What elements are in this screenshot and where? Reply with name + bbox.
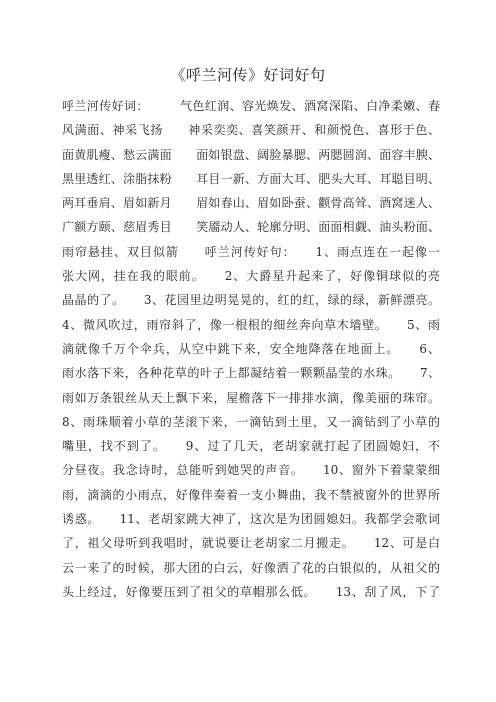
text-line: 云一来了的时候，那大团的白云，好像洒了花的白银似的，从祖父的 xyxy=(62,560,440,575)
text-line: 8、雨珠顺着小草的茎滚下来，一滴钻到土里，又一滴钻到了小草的 xyxy=(62,414,440,429)
text-line: 风满面、神采飞扬 神采奕奕、喜笑颜开、和颜悦色、喜形于色、 xyxy=(62,123,440,138)
text-line: 头上经过，好像要压到了祖父的草帽那么低。 13、刮了风，下了 xyxy=(62,584,440,599)
text-line: 黑里透红、涂脂抹粉 耳目一新、方面大耳、肥头大耳、耳聪目明、 xyxy=(62,171,440,186)
text-line: 诱惑。 11、老胡家跳大神了，这次是为团圆媳妇。我都学会歌词 xyxy=(62,512,440,527)
text-line: 4、微风吹过，雨帘斜了，像一根根的细丝奔向草木墙壁。 5、雨 xyxy=(62,317,440,332)
text-line: 雨如万条银丝从天上飘下来，屋檐落下一排排水滴，像美丽的珠帘。 xyxy=(62,390,440,405)
text-line: 雨水落下来，各种花草的叶子上都凝结着一颗颗晶莹的水珠。 7、 xyxy=(62,366,440,381)
text-line: 滴就像千万个伞兵，从空中跳下来，安全地降落在地面上。 6、 xyxy=(62,341,440,356)
text-line: 了，祖父母听到我唱时，就说要让老胡家二月搬走。 12、可是白 xyxy=(62,536,440,551)
text-line: 面黄肌瘦、愁云满面 面如银盘、阔脸暴腮、两腮圆润、面容丰腴、 xyxy=(62,147,440,162)
text-line: 两耳垂肩、眉如新月 眉如春山、眉如卧蚕、颧骨高耸、酒窝迷人、 xyxy=(62,196,440,211)
text-line: 雨，滴滴的小雨点，好像伴奏着一支小舞曲，我不禁被窗外的世界所 xyxy=(62,487,440,502)
text-line: 分昼夜。我念诗时，总能听到她哭的声音。 10、窗外下着蒙蒙细 xyxy=(62,463,440,478)
text-line: 晶晶的了。 3、花园里边明晃晃的，红的红，绿的绿，新鲜漂亮。 xyxy=(62,293,440,308)
text-line: 张大网，挂在我的眼前。 2、大爵星升起来了，好像铜球似的亮 xyxy=(62,269,440,284)
text-line: 嘴里，找不到了。 9、过了几天，老胡家就打起了团圆媳妇，不 xyxy=(62,439,440,454)
text-line: 呼兰河传好词： 气色红润、容光焕发、酒窝深陷、白净柔嫩、春 xyxy=(62,99,440,113)
document-body xyxy=(62,94,440,604)
document-title: 《呼兰河传》好词好句 xyxy=(170,66,326,84)
text-line: 广额方颐、慈眉秀目 笑靥动人、轮廓分明、面面相觑、油头粉面、 xyxy=(62,220,440,235)
text-line: 雨帘悬挂、双目似箭 呼兰河传好句： 1、雨点连在一起像一 xyxy=(62,244,440,259)
